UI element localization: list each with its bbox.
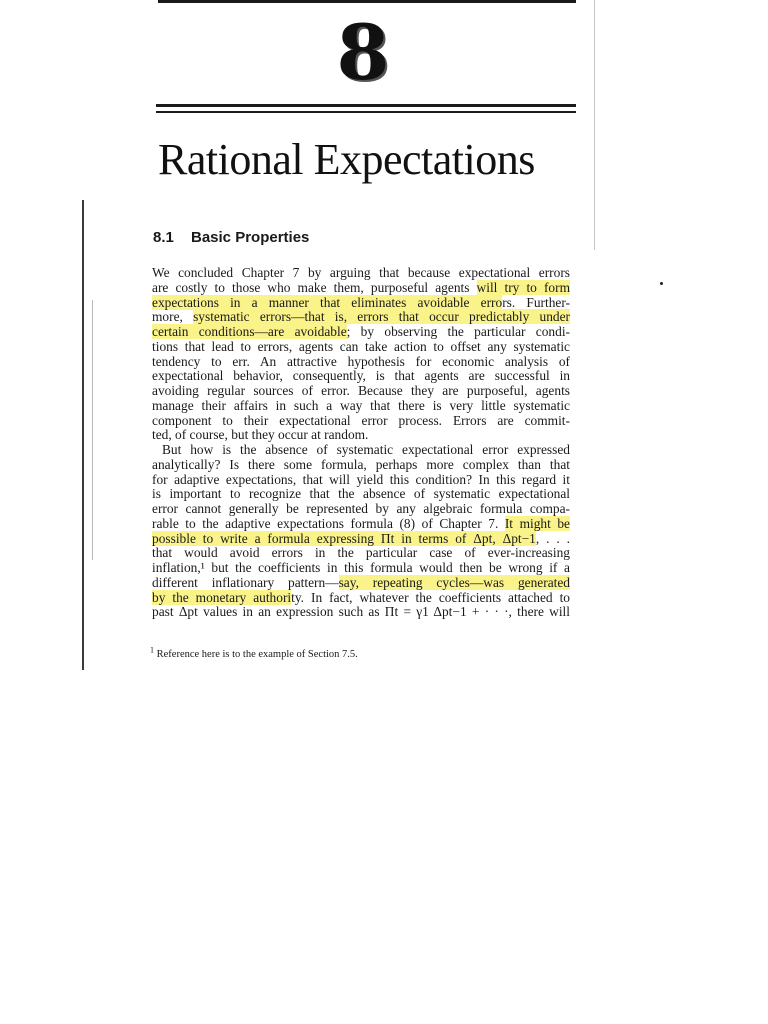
body-line: But how is the absence of systematic expectational error expressed [162,442,570,457]
body-line: expectations in a manner that eliminates avoidable errors. Further- [152,294,570,310]
body-line: ted, of course, but they occur at random. [152,427,369,443]
body-line: for adaptive expectations, that will yield this condition? In this regard it [152,471,570,487]
footnote-marker: 1 [150,645,154,655]
scan-page-edge [82,200,84,670]
chapter-number: 8 [336,8,390,97]
highlighted-text: It might be [504,515,570,531]
body-line: We concluded Chapter 7 by arguing that because expectational errors [152,265,570,280]
highlighted-text: expectations in a manner that eliminates avoidable erro [152,294,503,310]
body-line: past Δpt values in an expression such as Πt = γ1 Δpt−1 + · · ·, there will [152,604,570,620]
top-rule [158,0,576,3]
body-text [152,266,570,620]
body-line: avoiding regular sources of error. Because they are purposeful, agents [152,383,570,398]
highlighted-text: possible to write a formula expressing Πt in terms of Δpt, Δpt−1 [152,530,536,546]
body-line: rable to the adaptive expectations formula (8) of Chapter 7. It might be [152,515,570,531]
body-line: are costly to those who make them, purposeful agents will try to form [152,279,570,295]
body-line: manage their affairs in such a way that there is very little systematic [152,397,570,413]
body-line: certain conditions—are avoidable; by observing the particular condi- [152,324,571,339]
scan-page-edge-right [594,0,595,250]
highlighted-text: will try to form [476,279,570,295]
body-line: by the monetary authority. In fact, whatever the coefficients attached to [152,589,570,605]
section-title: Basic Properties [191,229,310,246]
body-line: component to their expectational error process. Errors are commit- [152,412,570,428]
body-line: error cannot generally be represented by any algebraic formula compa- [152,501,570,516]
chapter-title: Rational Expectations [158,135,535,184]
footnote-text: Reference here is to the example of Section 7.5. [156,649,358,660]
title-rule-upper [156,104,576,107]
body-line: analytically? Is there some formula, perhaps more complex than that [152,456,570,472]
footnote [150,645,570,662]
highlighted-text: say, repeating cycles—was generated [338,574,570,590]
scan-page-edge-shadow [92,300,93,560]
section-number: 8.1 [153,229,174,246]
body-line: different inflationary pattern—say, repeating cycles—was generated [152,574,570,590]
body-line: is important to recognize that the absence of systematic expectational [152,486,570,502]
body-line: that would avoid errors in the particular case of ever-increasing [152,545,570,561]
title-rule-lower [156,111,576,113]
body-line: inflation,¹ but the coefficients in this formula would then be wrong if a [152,560,570,575]
highlighted-text: systematic errors—that is, errors that occur predictably under [193,309,570,325]
body-line: expectational behavior, consequently, is that agents are successful in [152,368,570,384]
body-line: tions that lead to errors, agents can take action to offset any systematic [152,338,570,354]
section-heading [153,228,309,248]
highlighted-text: certain conditions—are avoidable [152,324,347,339]
highlighted-text: by the monetary authori [152,589,292,605]
body-line: tendency to err. An attractive hypothesis for economic analysis of [152,353,570,369]
body-line: possible to write a formula expressing Πt in terms of Δpt, Δpt−1, . . . [152,530,570,546]
body-line: more, systematic errors—that is, errors that occur predictably under [152,309,570,325]
scan-speck [660,282,663,285]
